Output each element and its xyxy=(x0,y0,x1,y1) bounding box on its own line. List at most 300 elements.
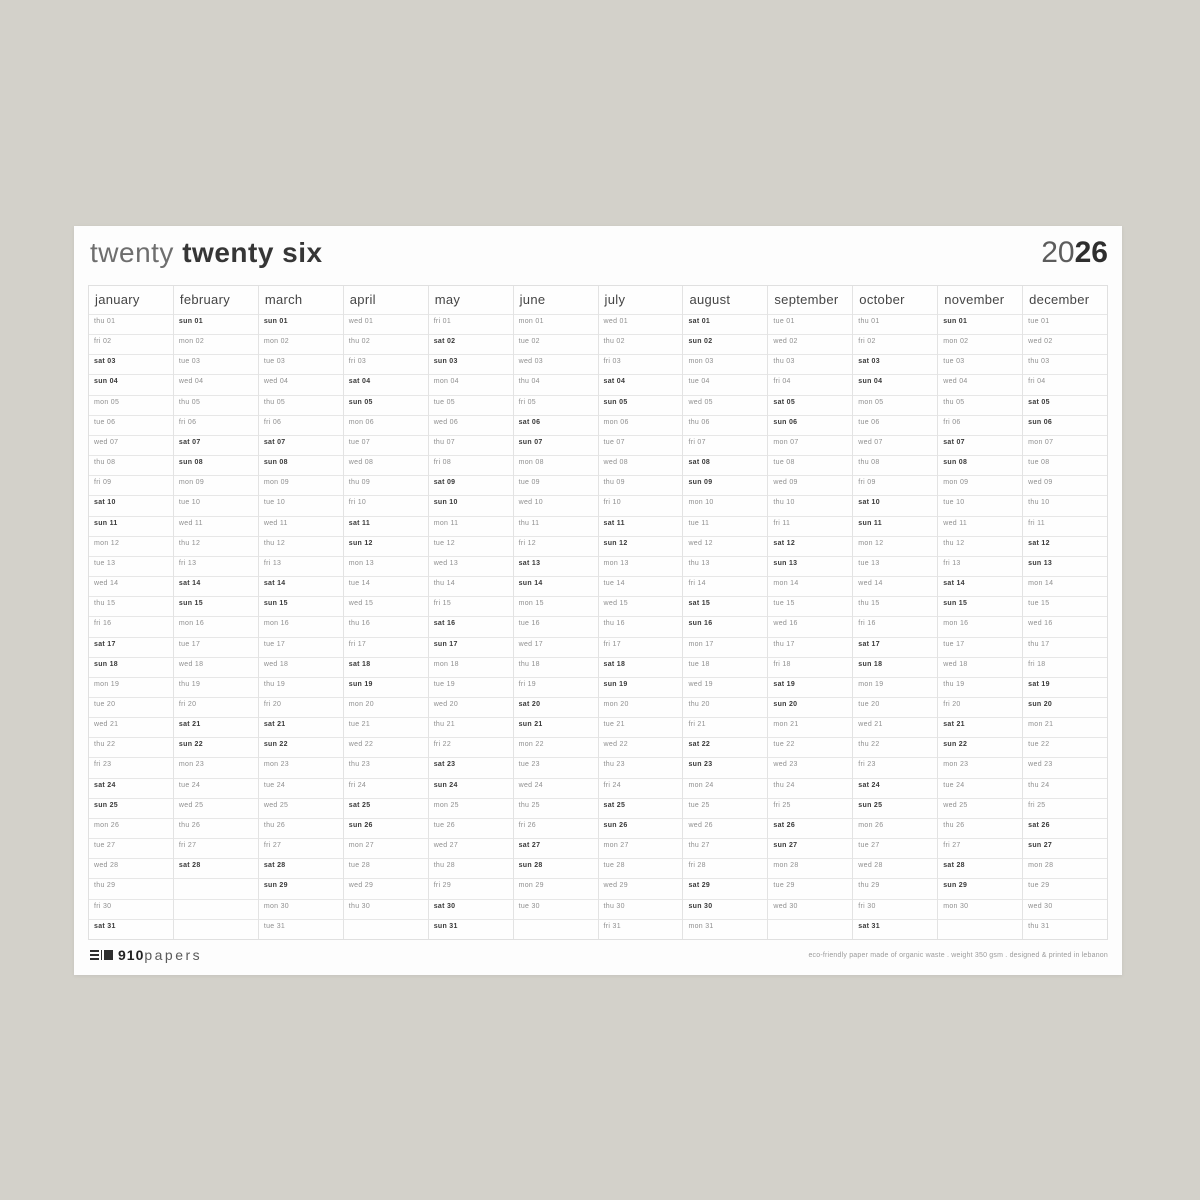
day-cell-june-18: thu 18 xyxy=(514,657,598,677)
day-cell-june-20: sat 20 xyxy=(514,697,598,717)
day-cell-december-31: thu 31 xyxy=(1023,919,1107,939)
day-cell-december-12: sat 12 xyxy=(1023,536,1107,556)
month-column-april xyxy=(344,286,429,939)
day-cell-september-09: wed 09 xyxy=(768,475,852,495)
day-cell-july-18: sat 18 xyxy=(599,657,683,677)
day-cell-april-01: wed 01 xyxy=(344,314,428,334)
day-cell-march-24: tue 24 xyxy=(259,778,343,798)
day-cell-june-27: sat 27 xyxy=(514,838,598,858)
day-cell-december-19: sat 19 xyxy=(1023,677,1107,697)
day-cell-july-02: thu 02 xyxy=(599,334,683,354)
day-cell-june-13: sat 13 xyxy=(514,556,598,576)
day-cell-june-08: mon 08 xyxy=(514,455,598,475)
title-light-part: twenty xyxy=(90,237,174,268)
day-cell-december-29: tue 29 xyxy=(1023,878,1107,898)
day-cell-march-06: fri 06 xyxy=(259,415,343,435)
day-cell-june-14: sun 14 xyxy=(514,576,598,596)
day-cell-september-10: thu 10 xyxy=(768,495,852,515)
day-cell-july-16: thu 16 xyxy=(599,616,683,636)
day-cell-february-01: sun 01 xyxy=(174,314,258,334)
day-cell-october-14: wed 14 xyxy=(853,576,937,596)
day-cell-november-30: mon 30 xyxy=(938,899,1022,919)
day-cell-may-21: thu 21 xyxy=(429,717,513,737)
day-cell-august-05: wed 05 xyxy=(683,395,767,415)
day-cell-april-12: sun 12 xyxy=(344,536,428,556)
day-cell-june-16: tue 16 xyxy=(514,616,598,636)
day-cell-may-22: fri 22 xyxy=(429,737,513,757)
day-cell-march-04: wed 04 xyxy=(259,374,343,394)
day-cell-august-18: tue 18 xyxy=(683,657,767,677)
day-cell-june-29: mon 29 xyxy=(514,878,598,898)
day-cell-april-11: sat 11 xyxy=(344,516,428,536)
day-cell-november-26: thu 26 xyxy=(938,818,1022,838)
day-cell-november-10: tue 10 xyxy=(938,495,1022,515)
month-column-july xyxy=(599,286,684,939)
poster-title xyxy=(90,237,323,269)
day-cell-september-13: sun 13 xyxy=(768,556,852,576)
day-cell-june-15: mon 15 xyxy=(514,596,598,616)
day-cell-june-19: fri 19 xyxy=(514,677,598,697)
day-cell-november-13: fri 13 xyxy=(938,556,1022,576)
day-cell-january-26: mon 26 xyxy=(89,818,173,838)
day-cell-july-29: wed 29 xyxy=(599,878,683,898)
solid-square-icon xyxy=(104,950,113,960)
day-cell-march-25: wed 25 xyxy=(259,798,343,818)
day-cell-june-24: wed 24 xyxy=(514,778,598,798)
day-cell-december-16: wed 16 xyxy=(1023,616,1107,636)
day-cell-december-14: mon 14 xyxy=(1023,576,1107,596)
day-cell-march-15: sun 15 xyxy=(259,596,343,616)
day-cell-september-20: sun 20 xyxy=(768,697,852,717)
day-cell-april-05: sun 05 xyxy=(344,395,428,415)
day-cell-november-08: sun 08 xyxy=(938,455,1022,475)
day-cell-march-20: fri 20 xyxy=(259,697,343,717)
day-cell-september-07: mon 07 xyxy=(768,435,852,455)
day-cell-july-08: wed 08 xyxy=(599,455,683,475)
day-cell-december-15: tue 15 xyxy=(1023,596,1107,616)
day-cell-march-23: mon 23 xyxy=(259,757,343,777)
day-cell-july-14: tue 14 xyxy=(599,576,683,596)
day-cell-may-16: sat 16 xyxy=(429,616,513,636)
day-cell-january-07: wed 07 xyxy=(89,435,173,455)
day-cell-october-23: fri 23 xyxy=(853,757,937,777)
month-header-december: december xyxy=(1029,292,1090,307)
month-column-december xyxy=(1023,286,1107,939)
day-cell-february-13: fri 13 xyxy=(174,556,258,576)
day-cell-december-08: tue 08 xyxy=(1023,455,1107,475)
day-cell-october-10: sat 10 xyxy=(853,495,937,515)
day-cell-august-30: sun 30 xyxy=(683,899,767,919)
day-cell-december-27: sun 27 xyxy=(1023,838,1107,858)
day-cell-august-04: tue 04 xyxy=(683,374,767,394)
day-cell-may-23: sat 23 xyxy=(429,757,513,777)
day-cell-december-11: fri 11 xyxy=(1023,516,1107,536)
day-cell-november-27: fri 27 xyxy=(938,838,1022,858)
day-cell-may-04: mon 04 xyxy=(429,374,513,394)
month-column-november xyxy=(938,286,1023,939)
day-cell-june-07: sun 07 xyxy=(514,435,598,455)
day-cell-january-13: tue 13 xyxy=(89,556,173,576)
day-cell-november-14: sat 14 xyxy=(938,576,1022,596)
day-cell-february-14: sat 14 xyxy=(174,576,258,596)
day-cell-march-12: thu 12 xyxy=(259,536,343,556)
day-cell-july-21: tue 21 xyxy=(599,717,683,737)
day-cell-august-29: sat 29 xyxy=(683,878,767,898)
day-cell-july-01: wed 01 xyxy=(599,314,683,334)
day-cell-empty xyxy=(174,878,258,898)
day-cell-november-22: sun 22 xyxy=(938,737,1022,757)
day-cell-april-02: thu 02 xyxy=(344,334,428,354)
day-cell-november-12: thu 12 xyxy=(938,536,1022,556)
day-cell-april-18: sat 18 xyxy=(344,657,428,677)
day-cell-august-13: thu 13 xyxy=(683,556,767,576)
day-cell-september-06: sun 06 xyxy=(768,415,852,435)
day-cell-august-15: sat 15 xyxy=(683,596,767,616)
day-cell-october-20: tue 20 xyxy=(853,697,937,717)
day-cell-june-25: thu 25 xyxy=(514,798,598,818)
day-cell-april-21: tue 21 xyxy=(344,717,428,737)
month-header-may: may xyxy=(434,292,461,307)
day-cell-january-22: thu 22 xyxy=(89,737,173,757)
day-cell-february-25: wed 25 xyxy=(174,798,258,818)
day-cell-may-07: thu 07 xyxy=(429,435,513,455)
day-cell-september-17: thu 17 xyxy=(768,637,852,657)
day-cell-february-03: tue 03 xyxy=(174,354,258,374)
day-cell-march-07: sat 07 xyxy=(259,435,343,455)
day-cell-january-21: wed 21 xyxy=(89,717,173,737)
day-cell-january-20: tue 20 xyxy=(89,697,173,717)
day-cell-may-24: sun 24 xyxy=(429,778,513,798)
day-cell-november-24: tue 24 xyxy=(938,778,1022,798)
day-cell-november-07: sat 07 xyxy=(938,435,1022,455)
day-cell-november-25: wed 25 xyxy=(938,798,1022,818)
month-header-february: february xyxy=(179,292,231,307)
day-cell-april-08: wed 08 xyxy=(344,455,428,475)
day-cell-december-02: wed 02 xyxy=(1023,334,1107,354)
day-cell-march-10: tue 10 xyxy=(259,495,343,515)
day-cell-empty xyxy=(768,919,852,939)
day-cell-september-22: tue 22 xyxy=(768,737,852,757)
day-cell-september-18: fri 18 xyxy=(768,657,852,677)
year-bold-part: 26 xyxy=(1074,236,1108,269)
day-cell-july-15: wed 15 xyxy=(599,596,683,616)
title-bold-part: twenty six xyxy=(182,237,323,268)
day-cell-january-02: fri 02 xyxy=(89,334,173,354)
day-cell-october-28: wed 28 xyxy=(853,858,937,878)
day-cell-april-29: wed 29 xyxy=(344,878,428,898)
day-cell-december-05: sat 05 xyxy=(1023,395,1107,415)
month-column-march xyxy=(259,286,344,939)
day-cell-october-09: fri 09 xyxy=(853,475,937,495)
day-cell-january-28: wed 28 xyxy=(89,858,173,878)
day-cell-november-11: wed 11 xyxy=(938,516,1022,536)
day-cell-may-17: sun 17 xyxy=(429,637,513,657)
day-cell-january-16: fri 16 xyxy=(89,616,173,636)
day-cell-february-06: fri 06 xyxy=(174,415,258,435)
day-cell-october-19: mon 19 xyxy=(853,677,937,697)
day-cell-august-09: sun 09 xyxy=(683,475,767,495)
day-cell-april-04: sat 04 xyxy=(344,374,428,394)
month-column-january xyxy=(89,286,174,939)
day-cell-october-24: sat 24 xyxy=(853,778,937,798)
day-cell-november-28: sat 28 xyxy=(938,858,1022,878)
day-cell-april-15: wed 15 xyxy=(344,596,428,616)
day-cell-may-09: sat 09 xyxy=(429,475,513,495)
day-cell-january-31: sat 31 xyxy=(89,919,173,939)
day-cell-september-03: thu 03 xyxy=(768,354,852,374)
day-cell-july-07: tue 07 xyxy=(599,435,683,455)
day-cell-november-04: wed 04 xyxy=(938,374,1022,394)
day-cell-march-30: mon 30 xyxy=(259,899,343,919)
day-cell-march-08: sun 08 xyxy=(259,455,343,475)
day-cell-april-14: tue 14 xyxy=(344,576,428,596)
footer-note: eco-friendly paper made of organic waste . weight 350 gsm . designed & printed in lebanon xyxy=(808,951,1108,959)
day-cell-january-06: tue 06 xyxy=(89,415,173,435)
day-cell-may-11: mon 11 xyxy=(429,516,513,536)
day-cell-august-11: tue 11 xyxy=(683,516,767,536)
day-cell-october-16: fri 16 xyxy=(853,616,937,636)
day-cell-july-28: tue 28 xyxy=(599,858,683,878)
day-cell-october-17: sat 17 xyxy=(853,637,937,657)
day-cell-empty xyxy=(174,919,258,939)
day-cell-july-05: sun 05 xyxy=(599,395,683,415)
day-cell-february-19: thu 19 xyxy=(174,677,258,697)
day-cell-march-13: fri 13 xyxy=(259,556,343,576)
day-cell-july-09: thu 09 xyxy=(599,475,683,495)
day-cell-april-10: fri 10 xyxy=(344,495,428,515)
day-cell-january-11: sun 11 xyxy=(89,516,173,536)
day-cell-january-19: mon 19 xyxy=(89,677,173,697)
month-header-july: july xyxy=(604,292,626,307)
day-cell-october-26: mon 26 xyxy=(853,818,937,838)
day-cell-november-29: sun 29 xyxy=(938,878,1022,898)
day-cell-february-21: sat 21 xyxy=(174,717,258,737)
day-cell-june-06: sat 06 xyxy=(514,415,598,435)
day-cell-august-26: wed 26 xyxy=(683,818,767,838)
calendar-grid xyxy=(88,285,1108,940)
day-cell-may-12: tue 12 xyxy=(429,536,513,556)
day-cell-september-15: tue 15 xyxy=(768,596,852,616)
day-cell-december-10: thu 10 xyxy=(1023,495,1107,515)
day-cell-march-17: tue 17 xyxy=(259,637,343,657)
day-cell-november-06: fri 06 xyxy=(938,415,1022,435)
day-cell-december-04: fri 04 xyxy=(1023,374,1107,394)
day-cell-march-18: wed 18 xyxy=(259,657,343,677)
month-column-october xyxy=(853,286,938,939)
day-cell-june-30: tue 30 xyxy=(514,899,598,919)
day-cell-august-12: wed 12 xyxy=(683,536,767,556)
day-cell-september-16: wed 16 xyxy=(768,616,852,636)
day-cell-july-19: sun 19 xyxy=(599,677,683,697)
day-cell-march-26: thu 26 xyxy=(259,818,343,838)
day-cell-may-10: sun 10 xyxy=(429,495,513,515)
day-cell-march-19: thu 19 xyxy=(259,677,343,697)
day-cell-june-02: tue 02 xyxy=(514,334,598,354)
day-cell-april-13: mon 13 xyxy=(344,556,428,576)
day-cell-october-30: fri 30 xyxy=(853,899,937,919)
day-cell-may-06: wed 06 xyxy=(429,415,513,435)
day-cell-july-24: fri 24 xyxy=(599,778,683,798)
month-column-august xyxy=(683,286,768,939)
day-cell-september-21: mon 21 xyxy=(768,717,852,737)
day-cell-june-09: tue 09 xyxy=(514,475,598,495)
day-cell-january-01: thu 01 xyxy=(89,314,173,334)
day-cell-june-17: wed 17 xyxy=(514,637,598,657)
day-cell-december-25: fri 25 xyxy=(1023,798,1107,818)
day-cell-august-25: tue 25 xyxy=(683,798,767,818)
day-cell-april-24: fri 24 xyxy=(344,778,428,798)
day-cell-june-05: fri 05 xyxy=(514,395,598,415)
day-cell-july-10: fri 10 xyxy=(599,495,683,515)
day-cell-december-09: wed 09 xyxy=(1023,475,1107,495)
day-cell-november-18: wed 18 xyxy=(938,657,1022,677)
day-cell-january-04: sun 04 xyxy=(89,374,173,394)
month-header-january: january xyxy=(95,292,140,307)
day-cell-march-01: sun 01 xyxy=(259,314,343,334)
day-cell-june-01: mon 01 xyxy=(514,314,598,334)
day-cell-january-23: fri 23 xyxy=(89,757,173,777)
day-cell-october-31: sat 31 xyxy=(853,919,937,939)
day-cell-may-31: sun 31 xyxy=(429,919,513,939)
day-cell-august-03: mon 03 xyxy=(683,354,767,374)
day-cell-march-03: tue 03 xyxy=(259,354,343,374)
day-cell-august-14: fri 14 xyxy=(683,576,767,596)
day-cell-march-11: wed 11 xyxy=(259,516,343,536)
day-cell-february-26: thu 26 xyxy=(174,818,258,838)
day-cell-september-11: fri 11 xyxy=(768,516,852,536)
day-cell-february-20: fri 20 xyxy=(174,697,258,717)
day-cell-april-03: fri 03 xyxy=(344,354,428,374)
month-column-may xyxy=(429,286,514,939)
day-cell-august-31: mon 31 xyxy=(683,919,767,939)
day-cell-november-20: fri 20 xyxy=(938,697,1022,717)
day-cell-january-27: tue 27 xyxy=(89,838,173,858)
month-column-february xyxy=(174,286,259,939)
day-cell-january-17: sat 17 xyxy=(89,637,173,657)
day-cell-empty xyxy=(174,899,258,919)
day-cell-january-09: fri 09 xyxy=(89,475,173,495)
day-cell-may-27: wed 27 xyxy=(429,838,513,858)
day-cell-june-26: fri 26 xyxy=(514,818,598,838)
day-cell-april-06: mon 06 xyxy=(344,415,428,435)
day-cell-december-20: sun 20 xyxy=(1023,697,1107,717)
day-cell-november-15: sun 15 xyxy=(938,596,1022,616)
month-header-march: march xyxy=(264,292,303,307)
day-cell-empty xyxy=(938,919,1022,939)
day-cell-june-12: fri 12 xyxy=(514,536,598,556)
day-cell-january-12: mon 12 xyxy=(89,536,173,556)
day-cell-february-04: wed 04 xyxy=(174,374,258,394)
day-cell-november-02: mon 02 xyxy=(938,334,1022,354)
day-cell-november-01: sun 01 xyxy=(938,314,1022,334)
day-cell-july-04: sat 04 xyxy=(599,374,683,394)
day-cell-september-24: thu 24 xyxy=(768,778,852,798)
day-cell-february-23: mon 23 xyxy=(174,757,258,777)
day-cell-february-16: mon 16 xyxy=(174,616,258,636)
year-light-part: 20 xyxy=(1041,236,1075,269)
day-cell-june-03: wed 03 xyxy=(514,354,598,374)
day-cell-february-10: tue 10 xyxy=(174,495,258,515)
day-cell-february-18: wed 18 xyxy=(174,657,258,677)
day-cell-march-02: mon 02 xyxy=(259,334,343,354)
day-cell-july-30: thu 30 xyxy=(599,899,683,919)
day-cell-february-11: wed 11 xyxy=(174,516,258,536)
day-cell-august-07: fri 07 xyxy=(683,435,767,455)
day-cell-february-05: thu 05 xyxy=(174,395,258,415)
day-cell-may-19: tue 19 xyxy=(429,677,513,697)
month-header-october: october xyxy=(859,292,905,307)
day-cell-december-06: sun 06 xyxy=(1023,415,1107,435)
day-cell-march-31: tue 31 xyxy=(259,919,343,939)
day-cell-december-03: thu 03 xyxy=(1023,354,1107,374)
day-cell-april-07: tue 07 xyxy=(344,435,428,455)
day-cell-february-07: sat 07 xyxy=(174,435,258,455)
day-cell-december-22: tue 22 xyxy=(1023,737,1107,757)
day-cell-may-28: thu 28 xyxy=(429,858,513,878)
day-cell-may-25: mon 25 xyxy=(429,798,513,818)
day-cell-december-07: mon 07 xyxy=(1023,435,1107,455)
day-cell-september-01: tue 01 xyxy=(768,314,852,334)
day-cell-march-21: sat 21 xyxy=(259,717,343,737)
month-header-november: november xyxy=(944,292,1005,307)
day-cell-september-19: sat 19 xyxy=(768,677,852,697)
day-cell-march-09: mon 09 xyxy=(259,475,343,495)
brand-name-number: 910 xyxy=(118,947,145,963)
day-cell-january-30: fri 30 xyxy=(89,899,173,919)
day-cell-september-12: sat 12 xyxy=(768,536,852,556)
day-cell-november-09: mon 09 xyxy=(938,475,1022,495)
day-cell-september-27: sun 27 xyxy=(768,838,852,858)
day-cell-october-15: thu 15 xyxy=(853,596,937,616)
day-cell-september-30: wed 30 xyxy=(768,899,852,919)
day-cell-february-27: fri 27 xyxy=(174,838,258,858)
day-cell-june-04: thu 04 xyxy=(514,374,598,394)
day-cell-february-24: tue 24 xyxy=(174,778,258,798)
bar-icon xyxy=(101,950,102,960)
day-cell-february-28: sat 28 xyxy=(174,858,258,878)
day-cell-august-08: sat 08 xyxy=(683,455,767,475)
day-cell-december-01: tue 01 xyxy=(1023,314,1107,334)
day-cell-empty xyxy=(344,919,428,939)
day-cell-march-29: sun 29 xyxy=(259,878,343,898)
day-cell-september-05: sat 05 xyxy=(768,395,852,415)
day-cell-may-26: tue 26 xyxy=(429,818,513,838)
day-cell-april-26: sun 26 xyxy=(344,818,428,838)
day-cell-june-21: sun 21 xyxy=(514,717,598,737)
day-cell-november-23: mon 23 xyxy=(938,757,1022,777)
day-cell-october-11: sun 11 xyxy=(853,516,937,536)
day-cell-july-23: thu 23 xyxy=(599,757,683,777)
day-cell-august-22: sat 22 xyxy=(683,737,767,757)
day-cell-may-03: sun 03 xyxy=(429,354,513,374)
day-cell-april-16: thu 16 xyxy=(344,616,428,636)
day-cell-may-15: fri 15 xyxy=(429,596,513,616)
day-cell-august-20: thu 20 xyxy=(683,697,767,717)
day-cell-march-28: sat 28 xyxy=(259,858,343,878)
day-cell-april-09: thu 09 xyxy=(344,475,428,495)
day-cell-may-29: fri 29 xyxy=(429,878,513,898)
day-cell-july-11: sat 11 xyxy=(599,516,683,536)
day-cell-december-13: sun 13 xyxy=(1023,556,1107,576)
day-cell-may-13: wed 13 xyxy=(429,556,513,576)
day-cell-october-01: thu 01 xyxy=(853,314,937,334)
wall-calendar-poster xyxy=(74,226,1122,975)
day-cell-september-28: mon 28 xyxy=(768,858,852,878)
day-cell-may-20: wed 20 xyxy=(429,697,513,717)
day-cell-december-28: mon 28 xyxy=(1023,858,1107,878)
day-cell-december-17: thu 17 xyxy=(1023,637,1107,657)
day-cell-september-26: sat 26 xyxy=(768,818,852,838)
